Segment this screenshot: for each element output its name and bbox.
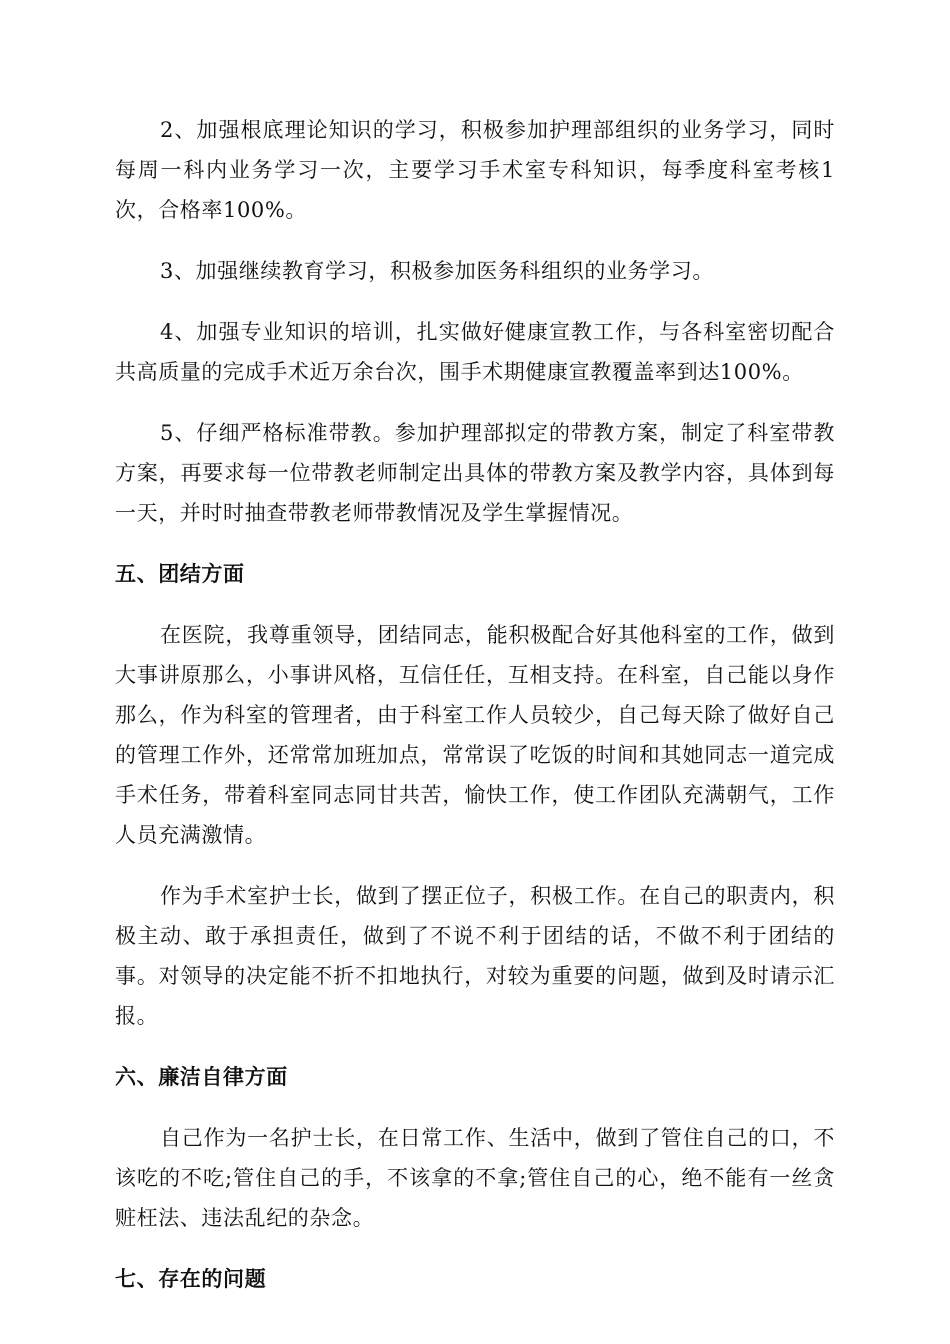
paragraph-item-5: 5、仔细严格标准带教。参加护理部拟定的带教方案，制定了科室带教方案，再要求每一位带教老师制定出具体的带教方案及教学内容，具体到每一天，并时时抽查带教老师带教情况及学生掌握情况。 [115,421,835,525]
paragraph-integrity: 自己作为一名护士长，在日常工作、生活中，做到了管住自己的口，不该吃的不吃;管住自己的手，不该拿的不拿;管住自己的心，绝不能有一丝贪赃枉法、违法乱纪的杂念。 [115,1126,835,1230]
paragraph-item-3: 3、加强继续教育学习，积极参加医务科组织的业务学习。 [160,259,714,283]
paragraph-unity-head-nurse: 作为手术室护士长，做到了摆正位子，积极工作。在自己的职责内，积极主动、敢于承担责任，做到了不说不利于团结的话，不做不利于团结的事。对领导的决定能不折不扣地执行，对较为重要的问题，做到及时请示汇报。 [115,884,835,1028]
section-heading-problems: 七、存在的问题 [115,1267,267,1291]
section-heading-integrity: 六、廉洁自律方面 [115,1065,288,1089]
paragraph-unity-hospital: 在医院，我尊重领导，团结同志，能积极配合好其他科室的工作，做到大事讲原那么，小事讲风格，互信任任，互相支持。在科室，自己能以身作那么，作为科室的管理者，由于科室工作人员较少，自己每天除了做好自己的管理工作外，还常常加班加点，常常误了吃饭的时间和其她同志一道完成手术任务，带着科室同志同甘共苦，愉快工作，使工作团队充满朝气，工作人员充满激情。 [115,623,835,847]
paragraph-item-4: 4、加强专业知识的培训，扎实做好健康宣教工作，与各科室密切配合共高质量的完成手术近万余台次，围手术期健康宣教覆盖率到达100%。 [115,320,835,384]
paragraph-item-2: 2、加强根底理论知识的学习，积极参加护理部组织的业务学习，同时每周一科内业务学习一次，主要学习手术室专科知识，每季度科室考核1次，合格率100%。 [115,118,835,222]
document-page [115,110,835,1320]
section-heading-unity: 五、团结方面 [115,562,245,586]
